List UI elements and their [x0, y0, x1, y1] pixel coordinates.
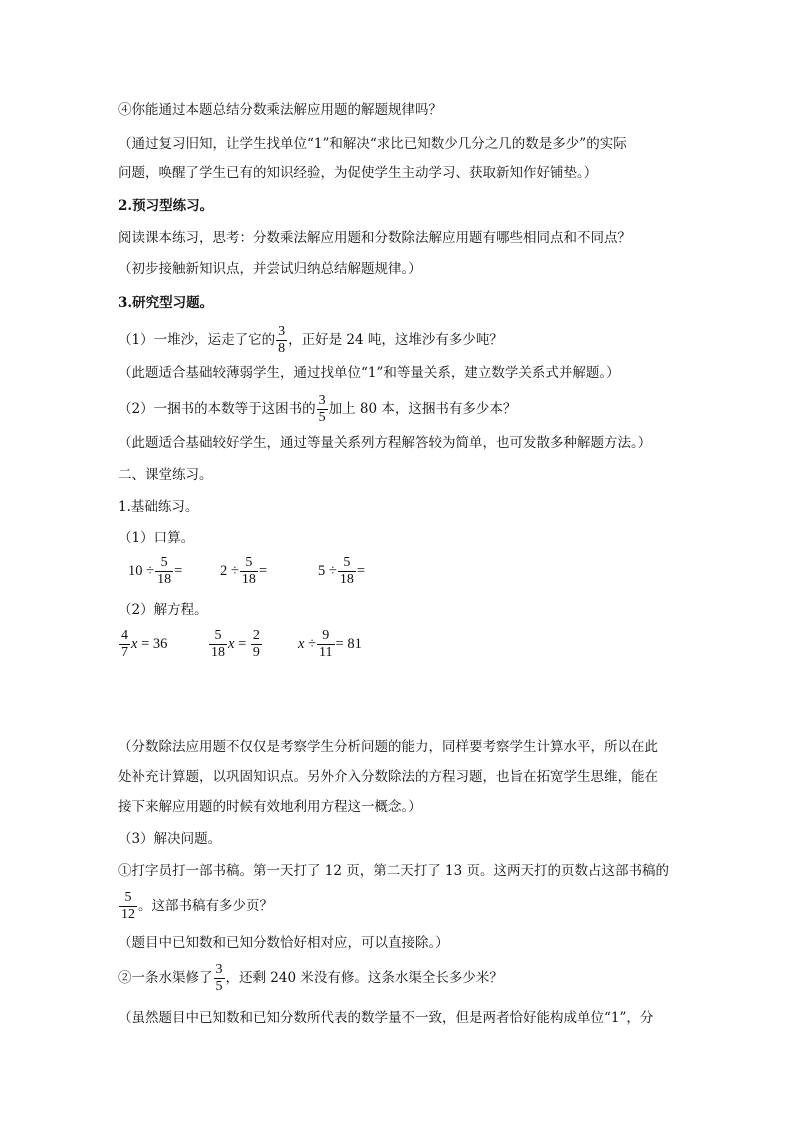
fraction-nine-elevenths: $\frac{9}{11}$: [319, 628, 333, 660]
problem-1-continued: [118, 890, 273, 923]
equation-1: $\frac{4}{7}$ x = 36: [121, 628, 168, 660]
research-question-1: [118, 324, 503, 357]
section-classroom-practice: 二、课堂练习。: [118, 467, 213, 483]
fraction-five-eighteenths: $\frac{5}{18}$: [211, 628, 225, 660]
fraction-four-sevenths: $\frac{4}{7}$: [121, 628, 128, 660]
q1-text-a: （1）一堆沙，运走了它的: [118, 332, 276, 348]
problem-1-note: （题目中已知数和已知分数恰好相对应，可以直接除。）: [118, 935, 449, 951]
fraction-three-fifths: $\frac{3}{5}$: [318, 393, 326, 425]
heading-preview-exercise: 2.预习型练习。: [118, 198, 214, 214]
oral-calc-3: 5 ÷ $\frac{5}{18}$ =: [318, 555, 366, 587]
oral-calc-1: 10 ÷ $\frac{5}{18}$ =: [128, 555, 183, 587]
heading-research-exercise: 3.研究型习题。: [118, 295, 214, 311]
fraction-five-twelfths: $\frac{5}{12}$: [121, 890, 135, 922]
q2-text-a: （2）一捆书的本数等于这困书的: [118, 401, 316, 417]
fraction-two-ninths: $\frac{2}{9}$: [252, 628, 260, 660]
q1-text-b: ，正好是 24 吨，这堆沙有多少吨？: [288, 332, 503, 348]
fraction-five-eighteenths: $\frac{5}{18}$: [241, 555, 256, 587]
note-calc-line-1: （分数除法应用题不仅仅是考察学生分析问题的能力，同样要考察学生计算水平，所以在此: [118, 739, 658, 755]
solve-equations-heading: （2）解方程。: [118, 602, 208, 618]
problem-2-note: （虽然题目中已知数和已知分数所代表的数学量不一致，但是两者恰好能构成单位“1”，分: [118, 1010, 654, 1026]
fraction-three-eighths: $\frac{3}{8}$: [278, 324, 286, 356]
note-calc-line-2: 处补充计算题，以巩固知识点。另外介入分数除法的方程习题，也旨在拓宽学生思维，能在: [118, 769, 658, 785]
equation-3: x ÷ $\frac{9}{11}$ = 81: [298, 628, 362, 660]
research-note-1: （此题适合基础较薄弱学生，通过找单位“1”和等量关系，建立数学关系式并解题。）: [118, 365, 620, 381]
oral-calc-2: 2 ÷ $\frac{5}{18}$ =: [220, 555, 268, 587]
problem-2-text-a: ②一条水渠修了: [118, 970, 213, 986]
problem-2-text: [118, 962, 503, 995]
fraction-five-eighteenths: $\frac{5}{18}$: [157, 555, 172, 587]
fraction-three-fifths: $\frac{3}{5}$: [215, 962, 223, 994]
preview-instruction: 阅读课本练习，思考：分数乘法解应用题和分数除法解应用题有哪些相同点和不同点？: [118, 230, 631, 246]
fraction-five-eighteenths: $\frac{5}{18}$: [339, 555, 354, 587]
preview-note: （初步接触新知识点，并尝试归纳总结解题规律。）: [118, 261, 422, 277]
research-question-2: [118, 393, 516, 426]
note-review-line-1: （通过复习旧知，让学生找单位“1”和解决“求比已知数少几分之几的数是多少”的实际: [118, 136, 627, 152]
problem-1-text: ①打字员打一部书稿。第一天打了 12 页，第二天打了 13 页。这两天打的页数占这部书稿的: [118, 863, 670, 879]
basic-practice-heading: 1.基础练习。: [118, 499, 199, 515]
oral-calc-heading: （1）口算。: [118, 530, 195, 546]
note-review-line-2: 问题，唤醒了学生已有的知识经验，为促使学生主动学习、获取新知作好铺垫。）: [118, 165, 598, 181]
problem-2-text-b: ，还剩 240 米没有修。这条水渠全长多少米？: [225, 970, 503, 986]
problem-1-question: 。这部书稿有多少页？: [138, 898, 273, 914]
note-calc-line-3: 接下来解应用题的时候有效地利用方程这一概念。）: [118, 799, 422, 815]
research-note-2: （此题适合基础较好学生，通过等量关系列方程解答较为简单，也可发散多种解题方法。）: [118, 435, 652, 451]
q2-text-b: 加上 80 本，这捆书有多少本？: [328, 401, 517, 417]
equation-2: $\frac{5}{18}$ x = $\frac{2}{9}$: [211, 628, 260, 660]
question-4-summary: ④你能通过本题总结分数乘法解应用题的解题规律吗？: [118, 102, 442, 118]
solve-problems-heading: （3）解决问题。: [118, 831, 222, 847]
